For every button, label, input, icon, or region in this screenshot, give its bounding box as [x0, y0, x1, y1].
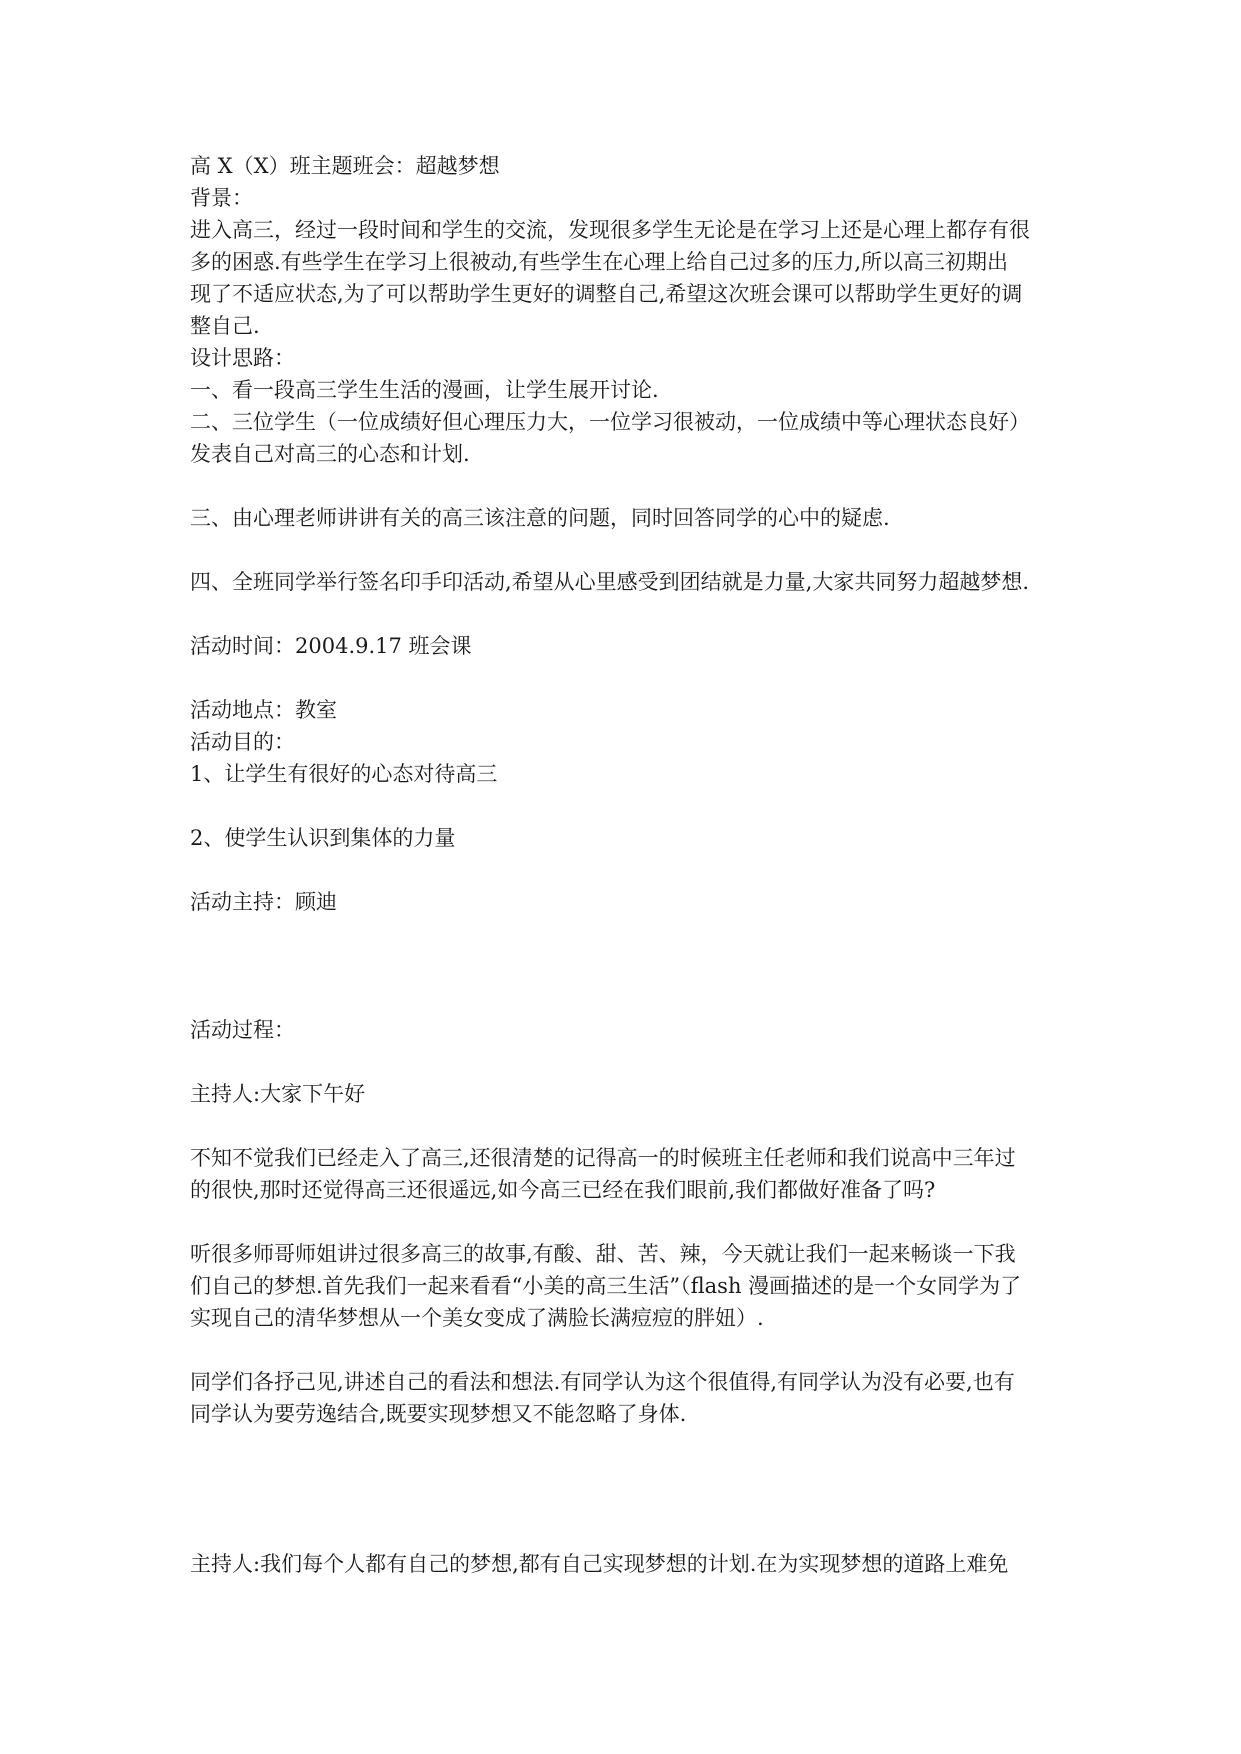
paragraph-2-line-3: 实现自己的清华梦想从一个美女变成了满脸长满痘痘的胖妞）. — [190, 1306, 764, 1330]
activity-time: 活动时间：2004.9.17 班会课 — [190, 634, 472, 658]
paragraph-3-line-2: 同学认为要劳逸结合,既要实现梦想又不能忽略了身体. — [190, 1402, 687, 1426]
spacer — [190, 790, 1070, 822]
design-item-4: 四、全班同学举行签名印手印活动,希望从心里感受到团结就是力量,大家共同努力超越梦想. — [190, 570, 1030, 594]
background-line-4: 整自己. — [190, 314, 260, 338]
design-heading: 设计思路： — [190, 346, 295, 370]
spacer — [190, 918, 1070, 1014]
background-line-1: 进入高三，经过一段时间和学生的交流，发现很多学生无论是在学习上还是心理上都存有很 — [190, 218, 1030, 242]
paragraph-1-line-2: 的很快,那时还觉得高三还很遥远,如今高三已经在我们眼前,我们都做好准备了吗? — [190, 1178, 936, 1202]
design-item-2-line-2: 发表自己对高三的心态和计划. — [190, 442, 470, 466]
spacer — [190, 470, 1070, 502]
spacer — [190, 1110, 1070, 1142]
spacer — [190, 1430, 1070, 1548]
purpose-item-2: 2、使学生认识到集体的力量 — [190, 826, 456, 850]
spacer — [190, 1206, 1070, 1238]
activity-host: 活动主持：顾迪 — [190, 890, 337, 914]
background-line-3: 现了不适应状态,为了可以帮助学生更好的调整自己,希望这次班会课可以帮助学生更好的调 — [190, 282, 1023, 306]
design-item-2-line-1: 二、三位学生（一位成绩好但心理压力大，一位学习很被动，一位成绩中等心理状态良好） — [190, 410, 1030, 434]
paragraph-1-line-1: 不知不觉我们已经走入了高三,还很清楚的记得高一的时候班主任老师和我们说高中三年过 — [190, 1146, 1016, 1170]
paragraph-2-line-2: 们自己的梦想.首先我们一起来看看“小美的高三生活”（flash 漫画描述的是一个女同学为了 — [190, 1274, 1022, 1298]
document-title: 高 X（X）班主题班会：超越梦想 — [190, 154, 500, 178]
paragraph-3-line-1: 同学们各抒己见,讲述自己的看法和想法.有同学认为这个很值得,有同学认为没有必要,也有 — [190, 1370, 1015, 1394]
process-heading: 活动过程： — [190, 1018, 295, 1042]
background-heading: 背景： — [190, 186, 253, 210]
activity-place: 活动地点：教室 — [190, 698, 337, 722]
spacer — [190, 1046, 1070, 1078]
spacer — [190, 1334, 1070, 1366]
purpose-heading: 活动目的： — [190, 730, 295, 754]
spacer — [190, 854, 1070, 886]
design-item-3: 三、由心理老师讲讲有关的高三该注意的问题，同时回答同学的心中的疑虑. — [190, 506, 890, 530]
design-item-1: 一、看一段高三学生生活的漫画，让学生展开讨论. — [190, 378, 659, 402]
background-line-2: 多的困惑.有些学生在学习上很被动,有些学生在心理上给自己过多的压力,所以高三初期出 — [190, 250, 1009, 274]
spacer — [190, 534, 1070, 566]
host-greeting: 主持人:大家下午好 — [190, 1082, 366, 1106]
paragraph-4-line-1: 主持人:我们每个人都有自己的梦想,都有自己实现梦想的计划.在为实现梦想的道路上难免 — [190, 1552, 1009, 1576]
spacer — [190, 662, 1070, 694]
paragraph-2-line-1: 听很多师哥师姐讲过很多高三的故事,有酸、甜、苦、辣，今天就让我们一起来畅谈一下我 — [190, 1242, 1016, 1266]
spacer — [190, 598, 1070, 630]
document-body — [190, 150, 1070, 1580]
purpose-item-1: 1、让学生有很好的心态对待高三 — [190, 762, 498, 786]
